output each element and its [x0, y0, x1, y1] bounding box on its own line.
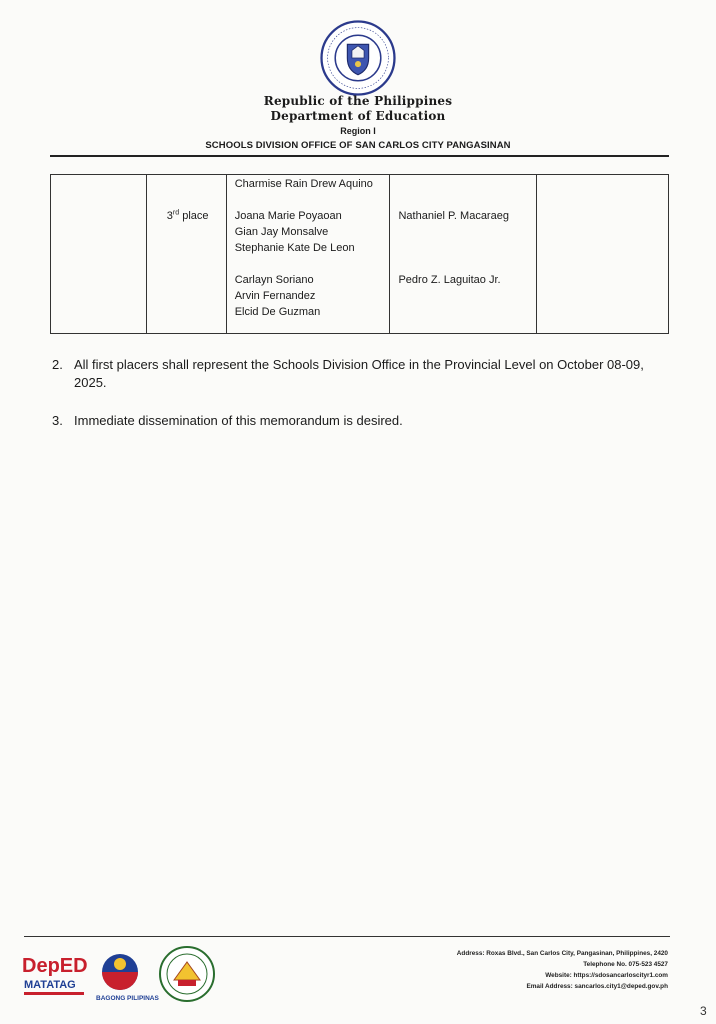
place-suffix: rd [172, 209, 180, 217]
header-region: Region I [340, 126, 376, 136]
header-department: Department of Education [270, 109, 446, 123]
footer-website[interactable]: Website: https://sdosancarloscityr1.com [545, 972, 668, 979]
bagong-pilipinas-logo [96, 954, 160, 1002]
paragraph-number: 2. [52, 357, 63, 372]
participant-name: Joana Marie Poyaoan [234, 210, 342, 222]
matatag-logo-text: MATATAG [24, 979, 76, 991]
table-row [51, 175, 669, 334]
footer-logos [22, 944, 222, 1004]
coach-name: Pedro Z. Laguitao Jr. [398, 274, 501, 286]
header-office: SCHOOLS DIVISION OFFICE OF SAN CARLOS CITY PANGASINAN [205, 140, 511, 151]
paragraph-text: All first placers shall represent the Schools Division Office in the Provincial Level on October 08-09, 2025. [74, 357, 644, 390]
place-label: place [182, 210, 209, 222]
header-divider [50, 155, 669, 157]
footer-divider [24, 936, 670, 937]
participant-name: Stephanie Kate De Leon [234, 242, 355, 254]
paragraph-3 [52, 412, 677, 430]
participant-name: Elcid De Guzman [234, 306, 321, 318]
deped-matatag-logo [22, 955, 88, 995]
header-republic: Republic of the Philippines [263, 94, 453, 108]
participant-name: Carlayn Soriano [234, 274, 314, 286]
footer-email[interactable]: Email Address: sancarlos.city1@deped.gov.ph [526, 983, 668, 990]
place-number: 3 [166, 210, 173, 222]
empty-cell [537, 175, 669, 334]
bagong-pilipinas-text: BAGONG PILIPINAS [96, 995, 159, 1002]
participant-name: Gian Jay Monsalve [234, 226, 329, 238]
footer-telephone: Telephone No. 075-523 4527 [583, 961, 668, 968]
footer-contact [457, 948, 668, 992]
participant-name: Arvin Fernandez [234, 290, 316, 302]
deped-seal-logo [320, 20, 396, 96]
page-number: 3 [700, 1004, 707, 1018]
paragraph-number: 3. [52, 413, 63, 428]
deped-logo-text: DepED [22, 955, 88, 977]
participants-cell [226, 175, 390, 334]
place-cell [146, 175, 226, 334]
paragraph-text: Immediate dissemination of this memorandum is desired. [74, 413, 403, 428]
results-table [50, 174, 669, 334]
footer-address: Address: Roxas Blvd., San Carlos City, Pangasinan, Philippines, 2420 [456, 950, 668, 957]
empty-cell [51, 175, 147, 334]
participant-name: Charmise Rain Drew Aquino [234, 178, 373, 190]
coach-cell [390, 175, 537, 334]
sdo-seal-logo [160, 947, 214, 1001]
coach-name: Nathaniel P. Macaraeg [398, 210, 509, 222]
paragraph-2 [52, 356, 677, 392]
